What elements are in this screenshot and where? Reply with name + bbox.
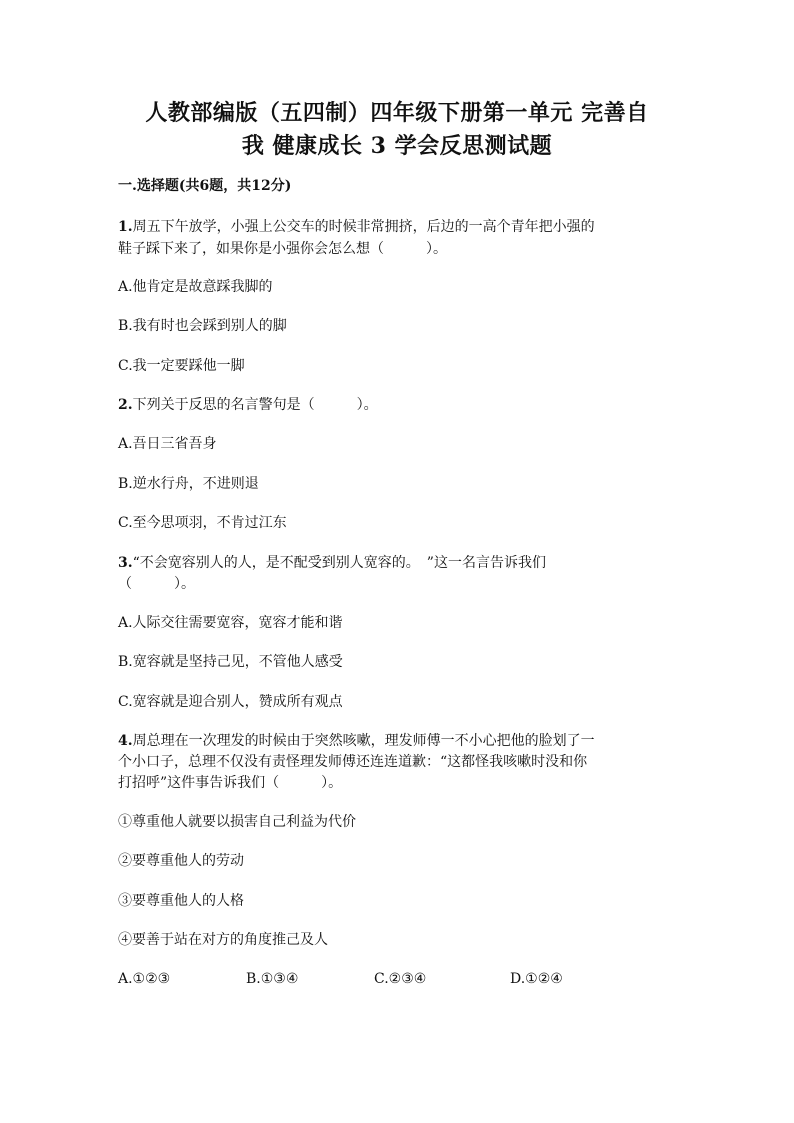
question-1-line-2: 鞋子踩下来了，如果你是小强你会怎么想（ ）。 bbox=[118, 241, 447, 257]
question-4-line-3: 打招呼”这件事告诉我们（ ）。 bbox=[118, 775, 343, 791]
question-2-text-1: 下列关于反思的名言警句是（ ）。 bbox=[132, 397, 378, 413]
question-4-line-2: 个小口子，总理不仅没有责怪理发师傅还连连道歉：“这都怪我咳嗽时没和你 bbox=[118, 754, 588, 770]
question-4-statement-1: ①尊重他人就要以损害自己利益为代价 bbox=[118, 814, 356, 830]
question-2-number: 2. bbox=[118, 397, 133, 413]
question-2-option-c: C.至今思项羽，不肯过江东 bbox=[118, 515, 287, 531]
question-1-number: 1. bbox=[118, 219, 133, 235]
question-4-option-c: C.②③④ bbox=[374, 971, 427, 987]
question-1-option-a: A.他肯定是故意踩我脚的 bbox=[118, 279, 273, 295]
question-4-statement-2: ②要尊重他人的劳动 bbox=[118, 853, 244, 869]
question-4-statement-3: ③要尊重他人的人格 bbox=[118, 893, 244, 909]
question-1-text-1: 周五下午放学，小强上公交车的时候非常拥挤，后边的一高个青年把小强的 bbox=[132, 219, 595, 235]
question-1-line-1 bbox=[118, 217, 678, 237]
question-3-number: 3. bbox=[118, 555, 133, 571]
question-4-option-b: B.①③④ bbox=[246, 971, 299, 987]
page-title-line-2: 我 健康成长 3 学会反思测试题 bbox=[241, 133, 553, 159]
question-3-option-b: B.宽容就是坚持己见，不管他人感受 bbox=[118, 654, 343, 670]
question-3-text-1: “不会宽容别人的人，是不配受到别人宽容的。 ”这一名言告诉我们 bbox=[132, 555, 546, 571]
question-4-option-a: A.①②③ bbox=[118, 971, 171, 987]
question-4-statement-4: ④要善于站在对方的角度推己及人 bbox=[118, 932, 328, 948]
question-3-line-1 bbox=[118, 553, 678, 573]
question-3-option-c: C.宽容就是迎合别人，赞成所有观点 bbox=[118, 694, 343, 710]
question-4-option-d: D.①②④ bbox=[510, 971, 563, 987]
question-2-option-a: A.吾日三省吾身 bbox=[118, 436, 217, 452]
question-1-option-b: B.我有时也会踩到别人的脚 bbox=[118, 318, 287, 334]
section-header: 一.选择题(共6题，共12分) bbox=[118, 178, 292, 194]
question-2-option-b: B.逆水行舟，不进则退 bbox=[118, 476, 259, 492]
page-title-line-1: 人教部编版（五四制）四年级下册第一单元 完善自 bbox=[145, 100, 649, 126]
question-1-option-c: C.我一定要踩他一脚 bbox=[118, 358, 245, 374]
question-4-line-1 bbox=[118, 731, 678, 751]
question-3-option-a: A.人际交往需要宽容，宽容才能和谐 bbox=[118, 615, 343, 631]
question-2-line-1 bbox=[118, 395, 678, 415]
question-4-text-1: 周总理在一次理发的时候由于突然咳嗽，理发师傅一不小心把他的脸划了一 bbox=[132, 733, 595, 749]
question-4-number: 4. bbox=[118, 733, 133, 749]
question-3-line-2: （ ）。 bbox=[118, 576, 195, 592]
